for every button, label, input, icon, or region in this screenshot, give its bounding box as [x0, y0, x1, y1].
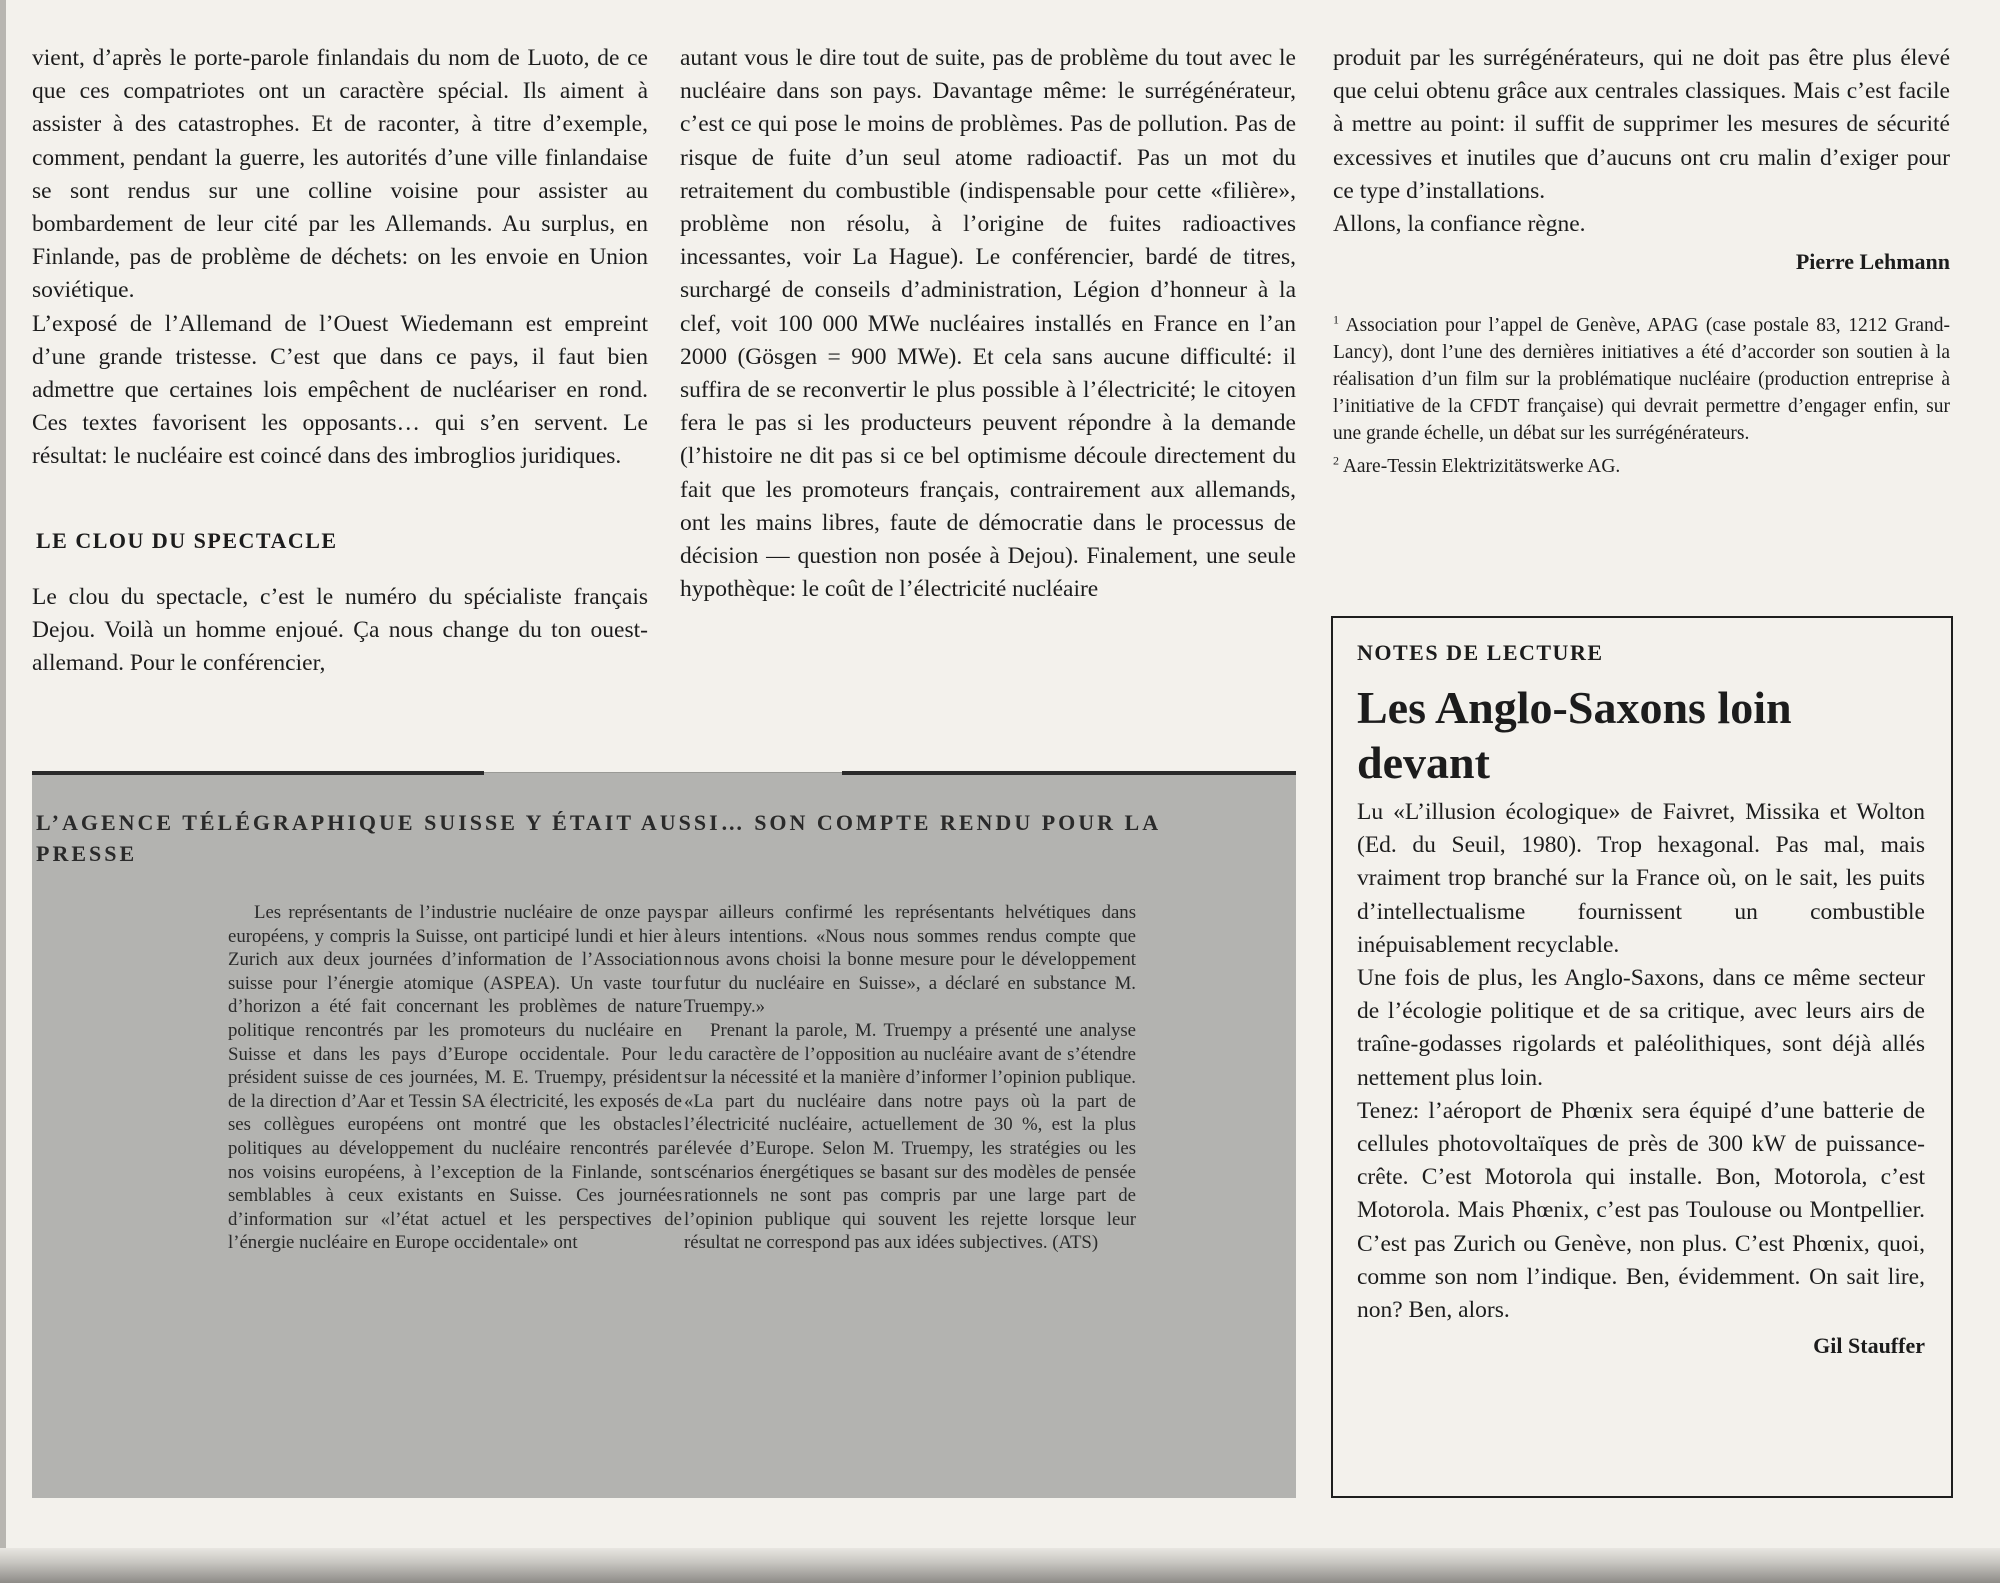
- reading-notes-box: [1331, 616, 1953, 1498]
- footnote-mark: 2: [1333, 453, 1339, 468]
- footnote-text: Aare-Tessin Elektrizitätswerke AG.: [1342, 456, 1621, 478]
- paragraph: L’exposé de l’Allemand de l’Ouest Wiedemann est empreint d’une grande tristesse. C’est que dans ce pays, il faut bien admettre que certaines lois empêchent de nucléariser en rond. Ces textes favorisent les opposants… qui s’en servent. Le résultat: le nucléaire est coincé dans des imbroglios juridiques.: [32, 310, 648, 470]
- footnote-text: Association pour l’appel de Genève, APAG (case postale 83, 1212 Grand-Lancy), dont l’une des dernières initiatives a été d’accorder son soutien à la réalisation d’un film sur la problématique nucléaire (production entreprise à l’initiative de la CFDT française) qui devrait permettre d’engager enfin, sur une grande échelle, un débat sur les surrégénérateurs.: [1333, 315, 1951, 445]
- paragraph: Tenez: l’aéroport de Phœnix sera équipé d’une batterie de cellules photovoltaïques de près de 300 kW de puissance-crête. C’est Motorola qui installe. Bon, Motorola, c’est Motorola. Mais Phœnix, c’est pas Toulouse ou Montpellier. C’est pas Zurich ou Genève, non plus. C’est Phœnix, quoi, comme son nom l’indique. Ben, évidemment. On sait lire, non? Ben, alors.: [1357, 1097, 1925, 1324]
- author-signature: Gil Stauffer: [1813, 1333, 1925, 1359]
- scan-bottom-edge: [0, 1548, 2000, 1583]
- article-column-1: [32, 42, 648, 680]
- clipping-paragraph: Les représentants de l’industrie nucléaire de onze pays européens, y compris la Suisse, ont participé lundi et hier à Zurich aux deux journées d’information de l’Association suisse pour l’énergie atomique (ASPEA). Un vaste tour d’horizon a été fait concernant les problèmes de nature politique rencontrés par les promoteurs du nucléaire en Suisse et dans les pays d’Europe occidentale. Pour le président suisse de ces journées, M. E. Truempy, président de la direction d’Aar et Tessin SA électricité, les exposés de ses collègues européens ont montré que les obstacles politiques au développement du nucléaire rencontrés par nos voisins européens, à l’exception de la Finlande, sont semblables à ceux existants en Suisse. Ces journées d’information sur «l’état actuel et les perspectives de l’énergie nucléaire en Europe occidentale» ont: [228, 902, 682, 1254]
- paragraph: autant vous le dire tout de suite, pas de problème du tout avec le nucléaire dans son pays. Davantage même: le surrégénérateur, c’est ce qui pose le moins de problèmes. Pas de pollution. Pas de risque de fuite d’un seul atome radioactif. Pas un mot du retraitement du combustible (indispensable pour cette «filière», problème non résolu, à l’origine de fuites radioactives incessantes, voir La Hague). Le conférencier, bardé de titres, surchargé de conseils d’administration, Légion d’honneur à la clef, voit 100 000 MWe nucléaires installés en France en l’an 2000 (Gösgen = 900 MWe). Et cela sans aucune difficulté: il suffira de se reconvertir le plus possible à l’électricité; le citoyen fera le pas si les producteurs peuvent répondre à la demande (l’histoire ne dit pas si ce bel optimisme découle directement du fait que les promoteurs français, contrairement aux allemands, ont les mains libres, faute de démocratie dans le processus de décision — question non posée à Dejou). Finalement, une seule hypothèque: le coût de l’électricité nucléaire: [680, 45, 1296, 603]
- clipping-top-rule: [842, 771, 1296, 775]
- clipping-paragraph: Prenant la parole, M. Truempy a présenté une analyse du caractère de l’opposition au nucléaire avant de s’étendre sur la nécessité et la manière d’informer l’opinion publique. «La part du nucléaire dans notre pays où la part de l’électricité nucléaire, actuellement de 30 %, est la plus élevée d’Europe. Selon M. Truempy, les stratégies ou les scénarios énergétiques se basant sur des modèles de pensée rationnels ne sont pas compris par une large part de l’opinion publique qui souvent les rejette lorsque leur résultat ne correspond pas aux idées subjectives. (ATS): [684, 1019, 1136, 1254]
- clipping-top-rule: [32, 771, 484, 775]
- paragraph: vient, d’après le porte-parole finlandais du nom de Luoto, de ce que ces compatriotes ont un caractère spécial. Ils aiment à assister à des catastrophes. Et de raconter, à titre d’exemple, comment, pendant la guerre, les autorités d’une ville finlandaise se sont rendus sur une colline voisine pour assister au bombardement de leur cité par les Allemands. Au surplus, en Finlande, pas de problème de déchets: on les envoie en Union soviétique.: [32, 45, 648, 304]
- paragraph: produit par les surrégénérateurs, qui ne doit pas être plus élevé que celui obtenu grâce aux centrales classiques. Mais c’est facile à mettre au point: il suffit de supprimer les mesures de sécurité excessives et inutiles que d’aucuns ont cru malin d’exiger pour ce type d’installations.: [1333, 45, 1950, 204]
- box-body: [1357, 796, 1925, 1362]
- footnote-mark: 1: [1333, 312, 1339, 327]
- footnote: [1333, 453, 1950, 480]
- paragraph: Le clou du spectacle, c’est le numéro du spécialiste français Dejou. Voilà un homme enjoué. Ça nous change du ton ouest-allemand. Pour le conférencier,: [32, 583, 648, 677]
- footnote: [1333, 312, 1950, 447]
- author-signature: Pierre Lehmann: [1795, 249, 1950, 275]
- box-kicker: NOTES DE LECTURE: [1357, 640, 1604, 665]
- paragraph: Une fois de plus, les Anglo-Saxons, dans ce même secteur de l’écologie politique et de sa critique, avec leurs airs de traîne-godasses rigolards et paléolithiques, sont déjà allés nettement plus loin.: [1357, 965, 1925, 1091]
- paragraph: Lu «L’illusion écologique» de Faivret, Missika et Wolton (Ed. du Seuil, 1980). Trop hexagonal. Pas mal, mais vraiment trop branché sur la France où, on le sait, les puits d’intellectualisme fournissent un combustible inépuisablement recyclable.: [1357, 799, 1925, 958]
- scan-left-edge: [0, 0, 6, 1583]
- clipping-column-left: [228, 901, 682, 1255]
- paragraph: Allons, la confiance règne.: [1333, 211, 1586, 238]
- clipping-column-right: [684, 901, 1136, 1255]
- article-column-3: [1333, 42, 1950, 486]
- section-subheading: LE CLOU DU SPECTACLE: [36, 527, 338, 553]
- footnotes: [1333, 312, 1950, 480]
- box-title: Les Anglo-Saxons loin devant: [1357, 682, 1792, 788]
- news-agency-clipping: [32, 772, 1296, 1498]
- clipping-paragraph: par ailleurs confirmé les représentants helvétiques dans leurs intentions. «Nous nous sommes rendus compte que nous avons choisi la bonne mesure pour le développement futur du nucléaire en Suisse», a déclaré en substance M. Truempy.»: [684, 902, 1136, 1018]
- article-column-2: [680, 42, 1296, 606]
- clipping-headline: L’AGENCE TÉLÉGRAPHIQUE SUISSE Y ÉTAIT AUSSI… SON COMPTE RENDU POUR LA PRESSE: [36, 810, 1160, 866]
